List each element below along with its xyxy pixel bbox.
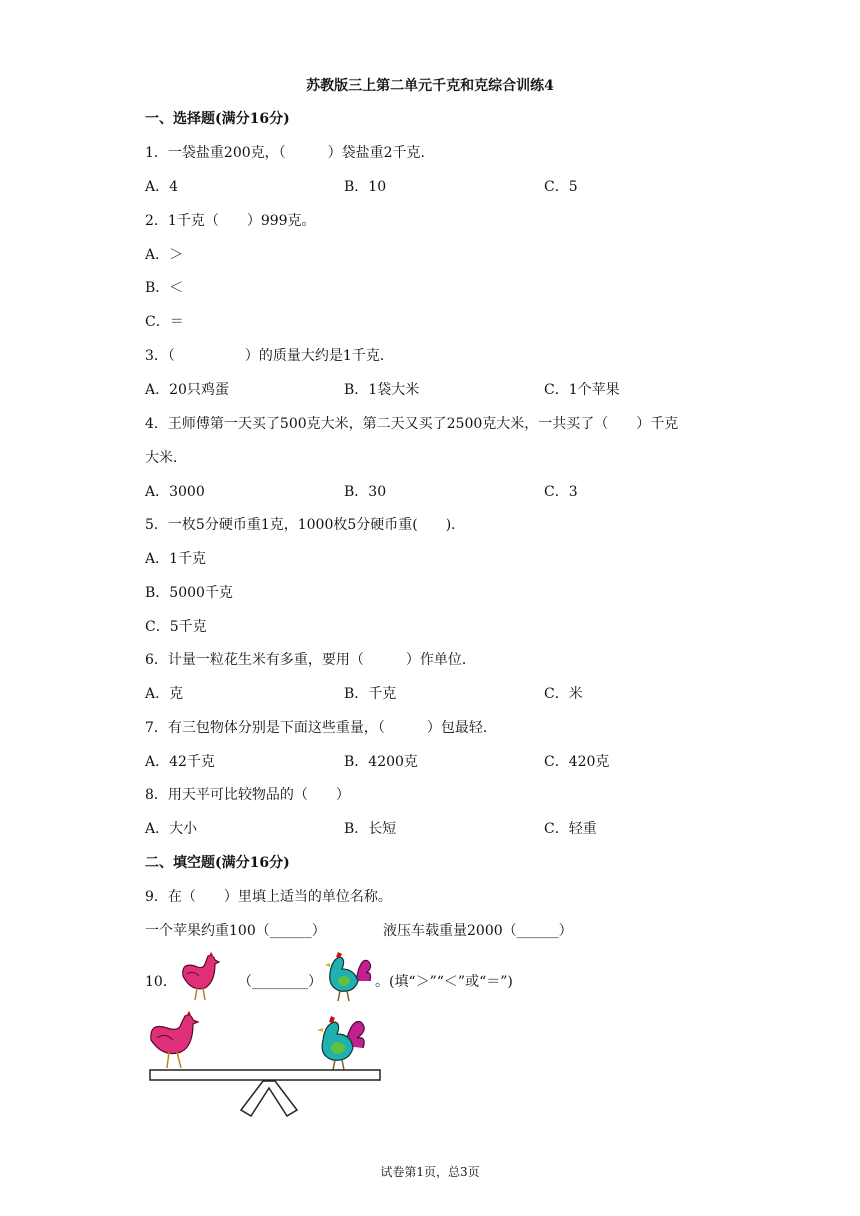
page-title: 苏教版三上第二单元千克和克综合训练4 [306,78,554,94]
question-5: 5．一枚5分硬币重1克，1000枚5分硬币重( )． [145,517,466,533]
page-footer: 试卷第1页，总3页 [380,1165,480,1179]
seesaw-pivot [241,1081,297,1116]
q7-option-b: B．4200克 [344,754,418,770]
question-6: 6．计量一粒花生米有多重，要用（ ）作单位． [145,652,476,668]
q8-option-a: A．大小 [145,821,198,837]
q7-option-a: A．42千克 [145,754,215,770]
question-4-cont: 大米． [145,450,187,466]
q9-item-truck: 液压车载重量2000（______） [383,923,573,939]
q3-option-c: C．1个苹果 [544,382,620,398]
seesaw-illustration [145,1010,385,1120]
q8-option-c: C．轻重 [544,821,597,837]
rooster-on-seesaw [317,1016,364,1070]
hen-illustration [175,952,225,1004]
q3-option-b: B．1袋大米 [344,382,420,398]
rooster-illustration [320,951,375,1003]
q6-option-c: C．米 [544,686,583,702]
q7-option-c: C．420克 [544,754,610,770]
q2-option-b: B．＜ [145,280,184,296]
question-9: 9．在（ ）里填上适当的单位名称。 [145,889,392,905]
q4-option-c: C．3 [544,484,578,500]
question-10-number: 10． [145,974,177,990]
question-8: 8．用天平可比较物品的（ ） [145,787,350,803]
q9-item-apple: 一个苹果约重100（______） [145,923,326,939]
q5-option-c: C．5千克 [145,619,207,635]
q8-option-b: B．长短 [344,821,397,837]
q4-option-b: B．30 [344,484,387,500]
question-7: 7．有三包物体分别是下面这些重量，（ ）包最轻． [145,720,497,736]
q2-option-c: C．＝ [145,314,184,330]
q6-option-b: B．千克 [344,686,397,702]
q1-option-c: C．5 [544,179,578,195]
section-heading-choice: 一、选择题(满分16分) [145,111,290,127]
q4-option-a: A．3000 [145,484,205,500]
q5-option-a: A．1千克 [145,551,207,567]
q1-option-a: A．4 [145,179,179,195]
seesaw-board [150,1070,380,1080]
q2-option-a: A．＞ [145,247,184,263]
question-1: 1．一袋盐重200克，（ ）袋盐重2千克． [145,145,435,161]
q10-instruction: 。(填“＞”“＜”或“＝”) [375,974,513,990]
q1-option-b: B．10 [344,179,387,195]
section-heading-fill: 二、填空题(满分16分) [145,855,290,871]
q5-option-b: B．5000千克 [145,585,233,601]
question-4: 4．王师傅第一天买了500克大米，第二天又买了2500克大米，一共买了（ ）千克 [145,416,679,432]
hen-on-seesaw [151,1011,198,1068]
q6-option-a: A．克 [145,686,184,702]
q10-blank: （________） [238,974,322,990]
q3-option-a: A．20只鸡蛋 [145,382,229,398]
question-2: 2．1千克（ ）999克。 [145,213,316,229]
question-3: 3．（ ）的质量大约是1千克． [145,348,394,364]
